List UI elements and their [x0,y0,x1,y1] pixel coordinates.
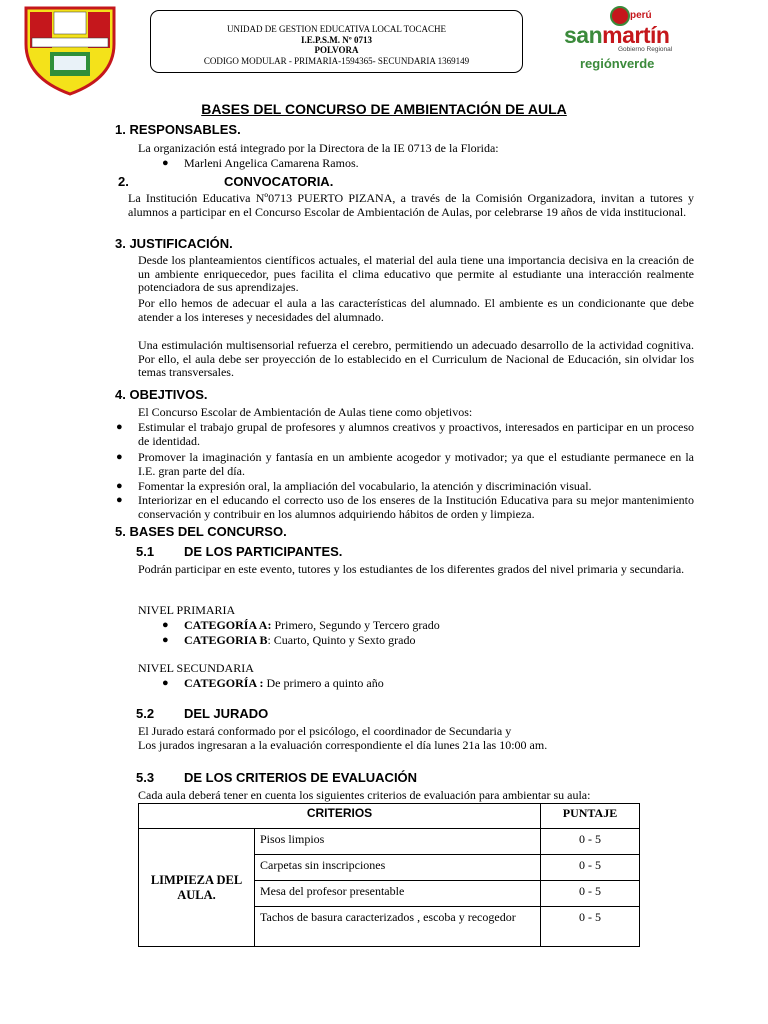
section-4-intro: El Concurso Escolar de Ambientación de Aulas tiene como objetivos: [138,405,473,419]
section-5-1-text: Podrán participar en este evento, tutores y los estudiantes de los diferentes grados del nivel primaria y secundaria. [138,562,685,576]
school-crest-logo [20,4,120,96]
category-b-label: CATEGORIA B [184,633,268,647]
section-3-paragraph-1: Desde los planteamientos científicos actuales, el material del aula tiene una importancia decisiva en la creación de un ambiente enriquecedor, pues facilita el clima educativo que permite al estudiante una interacción realmente potenciadora de sus aprendizajes. [138,253,694,294]
bullet-icon: ● [116,451,123,463]
nivel-primaria-label: NIVEL PRIMARIA [138,603,236,617]
puntaje-cell: 0 - 5 [541,881,640,907]
column-header-criterios: CRITERIOS [139,804,541,829]
bullet-icon: ● [162,157,169,169]
criterio-cell: Carpetas sin inscripciones [255,855,541,881]
section-5-1-number: 5.1 [136,544,155,559]
category-a-text: Primero, Segundo y Tercero grado [271,618,440,632]
section-5-2-line-1: El Jurado estará conformado por el psicólogo, el coordinador de Secundaria y [138,724,512,738]
header-line-codigo: CODIGO MODULAR - PRIMARIA-1594365- SECUNDARIA 1369149 [203,55,470,66]
bullet-icon: ● [116,494,123,506]
header-box [150,10,523,73]
bullet-icon: ● [116,421,123,433]
logo-gobierno-text: Gobierno Regional [618,46,673,53]
category-b-text: : Cuarto, Quinto y Sexto grado [267,633,416,647]
puntaje-cell: 0 - 5 [541,829,640,855]
column-header-puntaje: PUNTAJE [541,804,640,829]
logo-sanmartin-text [564,22,669,49]
section-3-paragraph-2: Por ello hemos de adecuar el aula a las características del alumnado. El ambiente es un condicionante que debe atender a los intereses y necesidades del alumnado. [138,296,694,324]
logo-regionverde-text: regiónverde [580,56,655,71]
table-header-row [139,804,640,829]
header-line-iepsm: I.E.P.S.M. Nº 0713 [301,34,372,45]
section-5-3-number: 5.3 [136,770,155,785]
table-row [139,829,640,855]
section-1-bullet: Marleni Angelica Camarena Ramos. [184,156,359,170]
logo-peru-text: perú [630,10,652,21]
header-line-ugel: UNIDAD DE GESTION EDUCATIVA LOCAL TOCACHE [227,24,446,34]
section-5-2-heading: DEL JURADO [184,706,269,721]
san-martin-logo [562,6,700,76]
logo-martin-text: martín [602,22,670,48]
section-3-paragraph-3: Una estimulación multisensorial refuerza el cerebro, permitiendo un adecuado desarrollo de la actividad cognitiva. Por ello, el aula debe ser proyección de lo establecido en el Curriculum de Nacional de Educación, sin olvidar los temas transversales. [138,338,694,379]
header-line-polvora: POLVORA [314,45,359,55]
puntaje-cell: 0 - 5 [541,855,640,881]
section-5-2-number: 5.2 [136,706,155,721]
criterio-cell: Pisos limpios [255,829,541,855]
objective-item: Estimular el trabajo grupal de profesores y alumnos creativos y proactivos, interesados en participar en un proceso de identidad. [138,420,694,448]
category-a [184,619,440,633]
bullet-icon: ● [162,619,169,631]
group-cell-limpieza: LIMPIEZA DEL AULA. [139,829,255,947]
criterio-cell: Mesa del profesor presentable [255,881,541,907]
category-secundaria [184,677,384,691]
category-a-label: CATEGORÍA A: [184,618,272,632]
section-5-2-line-2: Los jurados ingresaran a la evaluación correspondiente el día lunes 21a las 10:00 am. [138,738,548,752]
section-5-3-heading: DE LOS CRITERIOS DE EVALUACIÓN [184,770,418,785]
document-title: BASES DEL CONCURSO DE AMBIENTACIÓN DE AULA [201,101,567,117]
section-2-heading: CONVOCATORIA. [224,174,334,189]
category-b [184,634,415,648]
section-1-text: La organización está integrado por la Directora de la IE 0713 de la Florida: [138,141,499,155]
section-3-heading: 3. JUSTIFICACIÓN. [115,236,233,251]
puntaje-cell: 0 - 5 [541,907,640,947]
objective-item: Promover la imaginación y fantasía en un ambiente acogedor y motivador; ya que el estudiante permanece en la I.E. gran parte del día. [138,450,694,478]
objective-item: Interiorizar en el educando el correcto uso de los enseres de la Institución Educativa para su mejor mantenimiento conservación y contribuir en los alumnos adquiriendo hábitos de orden y limpieza. [138,493,694,521]
section-2-number: 2. [118,174,129,189]
category-secundaria-text: De primero a quinto año [263,676,384,690]
section-2-text: La Institución Educativa Nº0713 PUERTO PIZANA, a través de la Comisión Organizadora, invitan a tutores y alumnos a participar en el Concurso Escolar de Ambientación de Aulas, por celebrarse 19 años de vida institucional. [128,191,694,219]
section-4-heading: 4. OBEJTIVOS. [115,387,208,402]
bullet-icon: ● [116,480,123,492]
nivel-secundaria-label: NIVEL SECUNDARIA [138,661,254,675]
section-5-heading: 5. BASES DEL CONCURSO. [115,524,287,539]
objective-item: Fomentar la expresión oral, la ampliación del vocabulario, la atención y discriminación visual. [138,479,592,493]
section-5-3-text: Cada aula deberá tener en cuenta los siguientes criterios de evaluación para ambientar su aula: [138,788,591,802]
section-1-heading: 1. RESPONSABLES. [115,122,241,137]
section-5-1-heading: DE LOS PARTICIPANTES. [184,544,343,559]
category-secundaria-label: CATEGORÍA : [184,676,264,690]
criteria-table [138,803,640,947]
bullet-icon: ● [162,634,169,646]
bullet-icon: ● [162,677,169,689]
criterio-cell: Tachos de basura caracterizados , escoba y recogedor [255,907,541,947]
logo-san-text: san [564,22,603,48]
